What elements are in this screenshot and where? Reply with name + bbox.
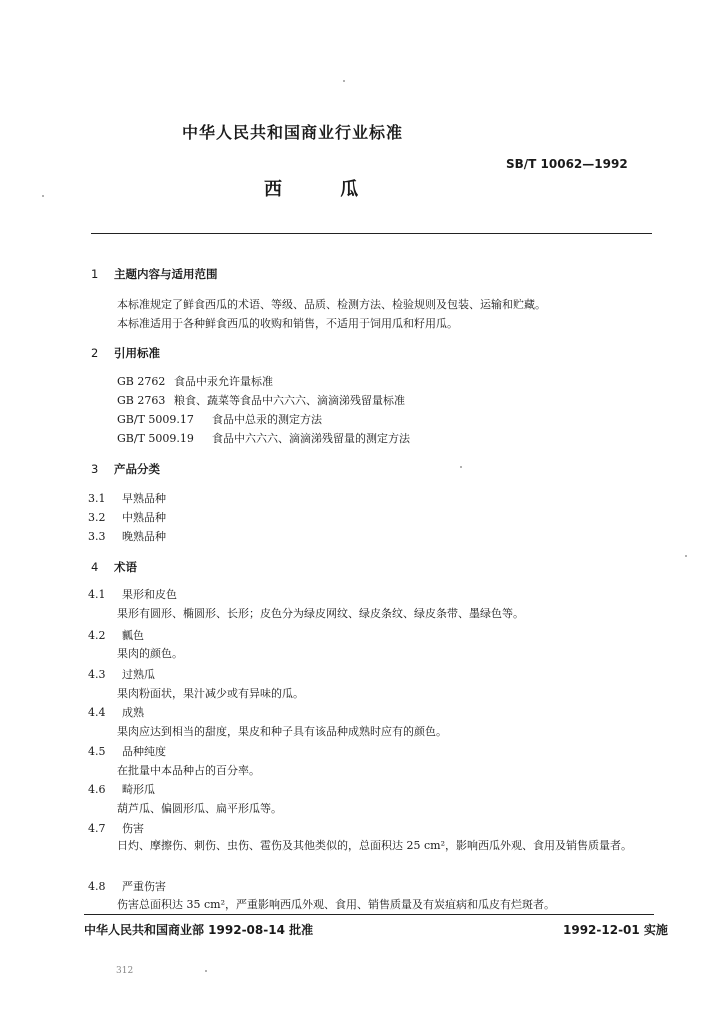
item-label: 早熟品种 bbox=[122, 492, 166, 505]
section-title: 产品分类 bbox=[114, 462, 160, 476]
classification-item bbox=[88, 490, 166, 506]
section-number: 3 bbox=[91, 462, 99, 476]
item-label: 晚熟品种 bbox=[122, 530, 166, 543]
term-name: 伤害 bbox=[122, 822, 144, 835]
term-number: 4.4 bbox=[88, 706, 106, 719]
term-number: 4.7 bbox=[88, 822, 106, 835]
term-definition: 果肉应达到相当的甜度，果皮和种子具有该品种成熟时应有的颜色。 bbox=[117, 725, 447, 738]
item-number: 3.1 bbox=[88, 492, 106, 505]
scan-speck bbox=[343, 80, 345, 82]
reference-item bbox=[117, 373, 273, 389]
reference-item bbox=[117, 392, 405, 408]
reference-name: 食品中汞允许量标准 bbox=[174, 375, 273, 388]
term-name: 成熟 bbox=[122, 706, 144, 719]
classification-item bbox=[88, 528, 166, 544]
term-name: 过熟瓜 bbox=[122, 668, 155, 681]
term-definition: 伤害总面积达 35 cm²，严重影响西瓜外观、食用、销售质量及有炭疽病和瓜皮有烂斑者。 bbox=[117, 898, 555, 911]
footer-divider bbox=[84, 914, 654, 915]
page-number: 312 bbox=[116, 966, 134, 976]
term-number: 4.3 bbox=[88, 668, 106, 681]
term-name: 瓤色 bbox=[122, 629, 144, 642]
term-name: 果形和皮色 bbox=[122, 588, 177, 601]
reference-name: 食品中六六六、滴滴涕残留量的测定方法 bbox=[212, 432, 410, 445]
item-number: 3.3 bbox=[88, 530, 106, 543]
term-heading bbox=[88, 586, 177, 602]
reference-code: GB/T 5009.19 bbox=[117, 432, 194, 445]
reference-name: 粮食、蔬菜等食品中六六六、滴滴涕残留量标准 bbox=[174, 394, 405, 407]
term-definition: 葫芦瓜、偏圆形瓜、扁平形瓜等。 bbox=[117, 802, 282, 815]
reference-item bbox=[117, 411, 322, 427]
reference-code: GB/T 5009.17 bbox=[117, 413, 194, 426]
reference-code: GB 2763 bbox=[117, 394, 166, 407]
scan-speck bbox=[42, 195, 44, 197]
document-title: 西 瓜 bbox=[264, 179, 385, 200]
header-divider bbox=[91, 233, 652, 234]
reference-name: 食品中总汞的测定方法 bbox=[212, 413, 322, 426]
issuer-title: 中华人民共和国商业行业标准 bbox=[182, 123, 404, 142]
term-definition: 果形有圆形、椭圆形、长形；皮色分为绿皮网纹、绿皮条纹、绿皮条带、墨绿色等。 bbox=[117, 607, 524, 620]
section-number: 2 bbox=[91, 346, 99, 360]
term-number: 4.5 bbox=[88, 745, 106, 758]
term-name: 严重伤害 bbox=[122, 880, 166, 893]
item-label: 中熟品种 bbox=[122, 511, 166, 524]
term-heading bbox=[88, 666, 155, 682]
reference-item bbox=[117, 430, 410, 446]
effective-date: 1992-12-01 实施 bbox=[563, 923, 668, 937]
item-number: 3.2 bbox=[88, 511, 106, 524]
term-number: 4.8 bbox=[88, 880, 106, 893]
section-1-heading bbox=[91, 266, 218, 282]
classification-item bbox=[88, 509, 166, 525]
term-name: 品种纯度 bbox=[122, 745, 166, 758]
section-3-heading bbox=[91, 461, 160, 477]
term-number: 4.6 bbox=[88, 783, 106, 796]
term-heading bbox=[88, 704, 144, 720]
section-1-paragraph-2: 本标准适用于各种鲜食西瓜的收购和销售，不适用于饲用瓜和籽用瓜。 bbox=[117, 317, 458, 330]
term-definition: 日灼、摩擦伤、刺伤、虫伤、雹伤及其他类似的，总面积达 25 cm²，影响西瓜外观、食用及销售质量者。 bbox=[117, 839, 632, 852]
section-title: 主题内容与适用范围 bbox=[114, 267, 218, 281]
term-number: 4.2 bbox=[88, 629, 106, 642]
section-1-paragraph-1: 本标准规定了鲜食西瓜的术语、等级、品质、检测方法、检验规则及包装、运输和贮藏。 bbox=[117, 298, 546, 311]
scan-speck bbox=[685, 555, 687, 557]
term-heading bbox=[88, 820, 144, 836]
approval-line: 中华人民共和国商业部 1992-08-14 批准 bbox=[84, 923, 314, 937]
section-2-heading bbox=[91, 345, 160, 361]
term-name: 畸形瓜 bbox=[122, 783, 155, 796]
standard-number: SB/T 10062—1992 bbox=[506, 157, 628, 171]
term-heading bbox=[88, 627, 144, 643]
term-heading bbox=[88, 878, 166, 894]
section-number: 1 bbox=[91, 267, 99, 281]
term-number: 4.1 bbox=[88, 588, 106, 601]
term-heading bbox=[88, 781, 155, 797]
reference-code: GB 2762 bbox=[117, 375, 166, 388]
scan-speck bbox=[205, 970, 207, 972]
section-title: 引用标准 bbox=[114, 346, 160, 360]
term-definition: 果肉的颜色。 bbox=[117, 647, 183, 660]
scan-speck bbox=[460, 466, 462, 468]
term-heading bbox=[88, 743, 166, 759]
section-4-heading bbox=[91, 559, 137, 575]
section-number: 4 bbox=[91, 560, 99, 574]
term-definition: 在批量中本品种占的百分率。 bbox=[117, 764, 260, 777]
section-title: 术语 bbox=[114, 560, 137, 574]
term-definition: 果肉粉面状，果汁减少或有异味的瓜。 bbox=[117, 687, 304, 700]
